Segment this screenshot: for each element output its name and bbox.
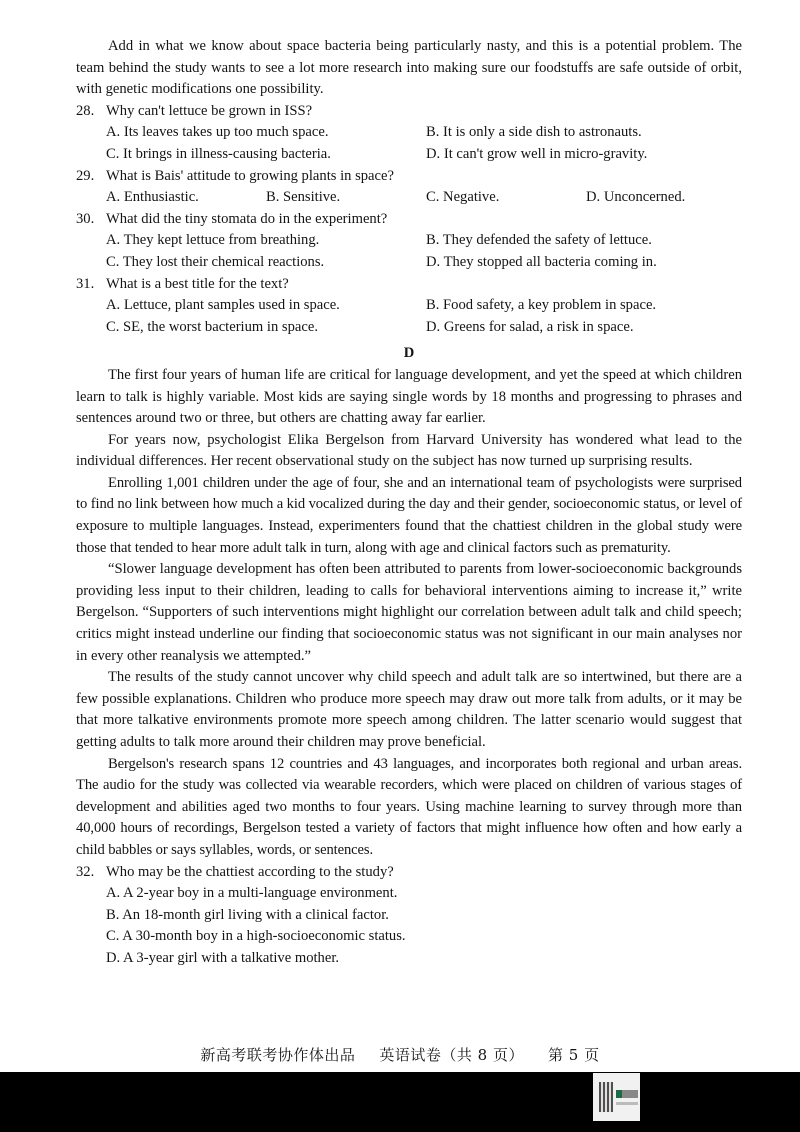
option-d: D. They stopped all bacteria coming in. [426, 253, 657, 270]
option-c: C. It brings in illness-causing bacteria. [106, 145, 331, 162]
option-c: C. SE, the worst bacterium in space. [106, 318, 318, 335]
passage-d-paragraph-6: Bergelson's research spans 12 countries and 43 languages, and incorporates both regional and urban areas. The audio for the study was collected via wearable recorders, which were placed on children of various stages of development and abilities aged two months to four years. Using machine learning to survey through more than 40,000 hours of recordings, Bergelson tested a variety of factors that might influence how often and how early a child babbles or says syllables, words, or sentences. [76, 755, 742, 858]
question-number: 31. [76, 275, 95, 292]
option-a: A. Enthusiastic. [106, 189, 199, 206]
watermark-badge [593, 1073, 640, 1121]
option-c: C. Negative. [426, 189, 500, 206]
page-content [76, 36, 742, 970]
option-b: B. An 18-month girl living with a clinical factor. [106, 906, 389, 923]
option-b: B. They defended the safety of lettuce. [426, 232, 652, 249]
question-number: 28. [76, 102, 95, 119]
question-32 [76, 862, 742, 970]
option-d: D. A 3-year girl with a talkative mother. [106, 949, 340, 966]
footer-page-number: 第 5 页 [548, 1046, 600, 1064]
question-stem: What is Bais' attitude to growing plants in space? [106, 167, 394, 184]
question-31 [76, 274, 742, 339]
page-footer [0, 1044, 800, 1065]
option-c: C. A 30-month boy in a high-socioeconomic status. [106, 928, 406, 945]
question-stem: Who may be the chattiest according to the study? [106, 863, 394, 880]
passage-d-paragraph-2: For years now, psychologist Elika Bergelson from Harvard University has wondered what lead to the individual differences. Her recent observational study on the subject has now turned up surprising results. [76, 431, 742, 470]
option-d: D. Greens for salad, a risk in space. [426, 318, 634, 335]
scan-border [0, 1072, 800, 1132]
question-30 [76, 209, 742, 274]
question-stem: Why can't lettuce be grown in ISS? [106, 102, 313, 119]
question-stem: What did the tiny stomata do in the experiment? [106, 210, 388, 227]
option-a: A. Lettuce, plant samples used in space. [106, 297, 340, 314]
passage-d-paragraph-3: Enrolling 1,001 children under the age of four, she and an international team of psychologists were surprised to find no link between how much a kid vocalized during the day and their gender, socioeconomic status, or level of exposure to multiple languages. Instead, experimenters found that the chattiest children in the global study were those that tended to hear more adult talk in turn, along with age and clinical factors such as prematurity. [76, 474, 742, 556]
passage-c-closing-paragraph: Add in what we know about space bacteria being particularly nasty, and this is a potential problem. The team behind the study wants to see a lot more research into making sure our foodstuffs are safe outside of orbit, with genetic modifications one possibility. [76, 38, 742, 98]
option-d: D. It can't grow well in micro-gravity. [426, 145, 648, 162]
option-a: A. A 2-year boy in a multi-language environment. [106, 885, 398, 902]
option-b: B. Sensitive. [266, 189, 341, 206]
passage-d-paragraph-1: The first four years of human life are critical for language development, and yet the speed at which children learn to talk is highly variable. Most kids are saying single words by 18 months and progressing to phrases and sentences around two or three, but others are chatting away far earlier. [76, 366, 742, 427]
footer-publisher: 新高考联考协作体出品 [200, 1046, 356, 1064]
option-a: A. Its leaves takes up too much space. [106, 124, 329, 141]
question-number: 30. [76, 210, 95, 227]
passage-d-paragraph-4: “Slower language development has often been attributed to parents from lower-socioeconomic backgrounds providing less input to their children, leading to calls for behavioral interventions aiming to increase it,” write Bergelson. “Supporters of such interventions might highlight our correlation between adult talk and child speech; critics might instead underline our finding that socioeconomic status was not significant in our main analyses nor in every other reanalysis we attempted.” [76, 561, 742, 664]
question-stem: What is a best title for the text? [106, 275, 289, 292]
question-number: 29. [76, 167, 95, 184]
passage-d-paragraph-5: The results of the study cannot uncover why child speech and adult talk are so intertwined, but there are a few possible explanations. Children who produce more speech may draw out more talk from adults, or it may be that more talkative environments promote more speech among children. The latter scenario would suggest that getting adults to talk more around their children may prove beneficial. [76, 669, 742, 750]
option-b: B. Food safety, a key problem in space. [426, 297, 657, 314]
option-d: D. Unconcerned. [586, 189, 686, 206]
section-heading: D [403, 345, 415, 362]
brand-logo-icon [616, 1090, 638, 1105]
option-b: B. It is only a side dish to astronauts. [426, 124, 642, 141]
option-c: C. They lost their chemical reactions. [106, 253, 325, 270]
qr-code-icon [599, 1082, 613, 1112]
question-28 [76, 101, 742, 166]
question-number: 32. [76, 863, 95, 880]
footer-exam-title: 英语试卷（共 8 页） [379, 1046, 524, 1064]
option-a: A. They kept lettuce from breathing. [106, 232, 320, 249]
question-29 [76, 166, 742, 209]
